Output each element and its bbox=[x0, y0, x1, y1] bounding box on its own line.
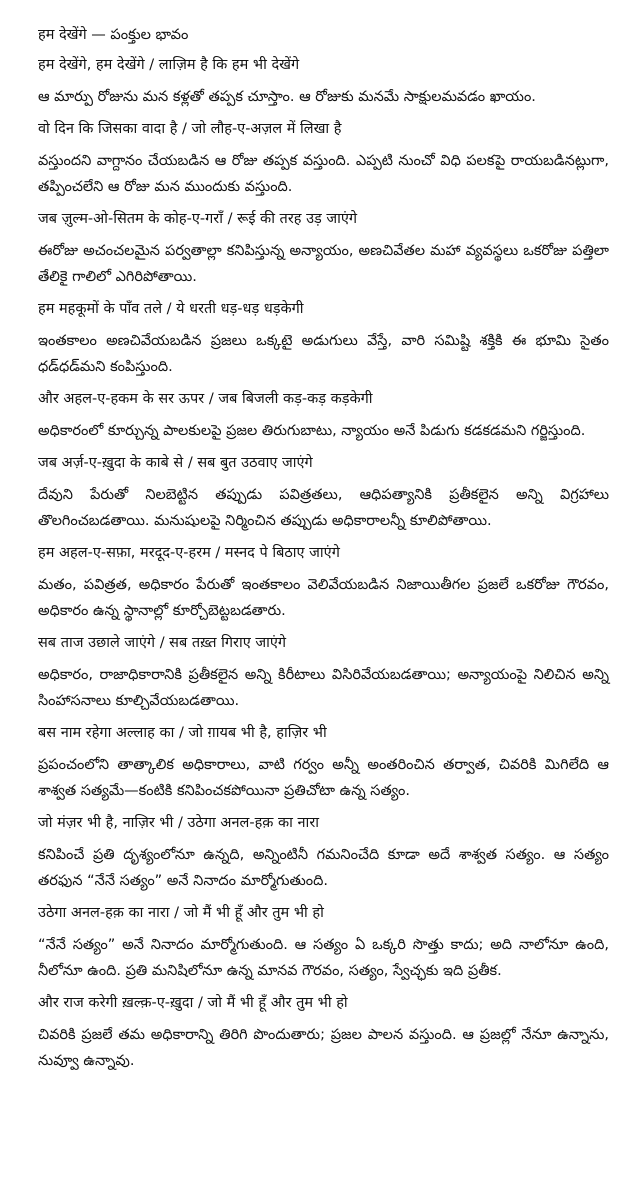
verse-12 bbox=[38, 992, 609, 1074]
hindi-line: हम महकूमों के पाँव तले / ये धरती धड़-धड़ धड़केगी bbox=[38, 301, 304, 317]
hindi-line: हम देखेंगे, हम देखेंगे / लाज़िम है कि हम भी देखेंगे bbox=[38, 57, 300, 73]
telugu-meaning: ఆ మార్పు రోజును మన కళ్లతో తప్పక చూస్తాం. ఆ రోజుకు మనమే సాక్షులమవడం ఖాయం. bbox=[38, 89, 536, 105]
verse-1 bbox=[38, 54, 609, 110]
verse-9 bbox=[38, 722, 609, 804]
telugu-meaning: కనిపించే ప్రతి దృశ్యంలోనూ ఉన్నది, అన్నింటినీ గమనించేది కూడా అదే శాశ్వత సత్యం. ఆ సత్యం తరఫున “నేనే సత్యం” అనే నినాదం మార్మోగుతుంది. bbox=[38, 847, 609, 889]
telugu-meaning: మతం, పవిత్రత, అధికారం పేరుతో ఇంతకాలం వెలివేయబడిన నిజాయితీగల ప్రజలే ఒకరోజు గౌరవం, అధికారం ఉన్న స్థానాల్లో కూర్చోబెట్టబడతారు. bbox=[38, 577, 609, 619]
telugu-meaning: దేవుని పేరుతో నిలబెట్టిన తప్పుడు పవిత్రతలు, ఆధిపత్యానికి ప్రతీకలైన అన్ని విగ్రహాలు తొలగించబడతాయి. మనుషులపై నిర్మించిన తప్పుడు అధికారాలన్నీ కూలిపోతాయి. bbox=[38, 487, 609, 529]
telugu-meaning: అధికారం, రాజాధికారానికి ప్రతీకలైన అన్ని కిరీటాలు విసిరివేయబడతాయి; అన్యాయంపై నిలిచిన అన్ని సింహాసనాలు కూల్చివేయబడతాయి. bbox=[38, 667, 609, 709]
telugu-meaning: వస్తుందని వాగ్దానం చేయబడిన ఆ రోజు తప్పక వస్తుంది. ఎప్పటి నుంచో విధి పలకపై రాయబడినట్లుగా, తప్పించలేని ఆ రోజు మన ముందుకు వస్తుంది. bbox=[38, 153, 609, 195]
telugu-meaning: అధికారంలో కూర్చున్న పాలకులపై ప్రజల తిరుగుబాటు, న్యాయం అనే పిడుగు కడకడమని గర్జిస్తుంది. bbox=[38, 423, 586, 439]
telugu-meaning: ప్రపంచంలోని తాత్కాలిక అధికారాలు, వాటి గర్వం అన్నీ అంతరించిన తర్వాత, చివరికి మిగిలేది ఆ శాశ్వత సత్యమే—కంటికి కనిపించకపోయినా ప్రతిచోటా ఉన్న సత్యం. bbox=[38, 757, 609, 799]
hindi-line: और राज करेगी ख़ल्क़-ए-ख़ुदा / जो मैं भी हूँ और तुम भी हो bbox=[38, 995, 348, 1011]
verse-5 bbox=[38, 388, 609, 444]
verse-3 bbox=[38, 208, 609, 290]
telugu-meaning: చివరికి ప్రజలే తమ అధికారాన్ని తిరిగి పొందుతారు; ప్రజల పాలన వస్తుంది. ఆ ప్రజల్లో నేనూ ఉన్నాను, నువ్వూ ఉన్నావు. bbox=[38, 1027, 609, 1069]
hindi-line: जब ज़ुल्म-ओ-सितम के कोह-ए-गराँ / रूई की तरह उड़ जाएंगे bbox=[38, 211, 358, 227]
document-title: हम देखेंगे — పంక్తుల భావం bbox=[38, 27, 189, 43]
verse-10 bbox=[38, 812, 609, 894]
hindi-line: उठेगा अनल-हक़ का नारा / जो मैं भी हूँ और तुम भी हो bbox=[38, 905, 324, 921]
hindi-line: जब अर्ज़-ए-ख़ुदा के काबे से / सब बुत उठवाए जाएंगे bbox=[38, 455, 313, 471]
telugu-meaning: “నేనే సత్యం” అనే నినాదం మార్మోగుతుంది. ఆ సత్యం ఏ ఒక్కరి సొత్తు కాదు; అది నాలోనూ ఉంది, నీలోనూ ఉంది. ప్రతి మనిషిలోనూ ఉన్న మానవ గౌరవం, సత్యం, స్వేచ్ఛకు ఇది ప్రతీక. bbox=[38, 937, 609, 979]
verse-4 bbox=[38, 298, 609, 380]
verse-6 bbox=[38, 452, 609, 534]
verse-7 bbox=[38, 542, 609, 624]
hindi-line: जो मंज़र भी है, नाज़िर भी / उठेगा अनल-हक़ का नारा bbox=[38, 815, 319, 831]
verse-11 bbox=[38, 902, 609, 984]
hindi-line: वो दिन कि जिसका वादा है / जो लौह-ए-अज़ल में लिखा है bbox=[38, 121, 342, 137]
telugu-meaning: ఈరోజు అచంచలమైన పర్వతాల్లా కనిపిస్తున్న అన్యాయం, అణచివేతల మహా వ్యవస్థలు ఒకరోజు పత్తిలా తేలికై గాలిలో ఎగిరిపోతాయి. bbox=[38, 243, 609, 285]
hindi-line: हम अहल-ए-सफ़ा, मरदूद-ए-हरम / मस्नद पे बिठाए जाएंगे bbox=[38, 545, 340, 561]
verse-2 bbox=[38, 118, 609, 200]
telugu-meaning: ఇంతకాలం అణచివేయబడిన ప్రజలు ఒక్కటై అడుగులు వేస్తే, వారి సమిష్టి శక్తికి ఈ భూమి సైతం ధడ్‌ధడ్‌మని కంపిస్తుంది. bbox=[38, 333, 609, 375]
hindi-line: सब ताज उछाले जाएंगे / सब तख़्त गिराए जाएंगे bbox=[38, 635, 287, 651]
hindi-line: बस नाम रहेगा अल्लाह का / जो ग़ायब भी है, हाज़िर भी bbox=[38, 725, 327, 741]
verse-8 bbox=[38, 632, 609, 714]
hindi-line: और अहल-ए-हकम के सर ऊपर / जब बिजली कड़-कड़ कड़केगी bbox=[38, 391, 373, 407]
